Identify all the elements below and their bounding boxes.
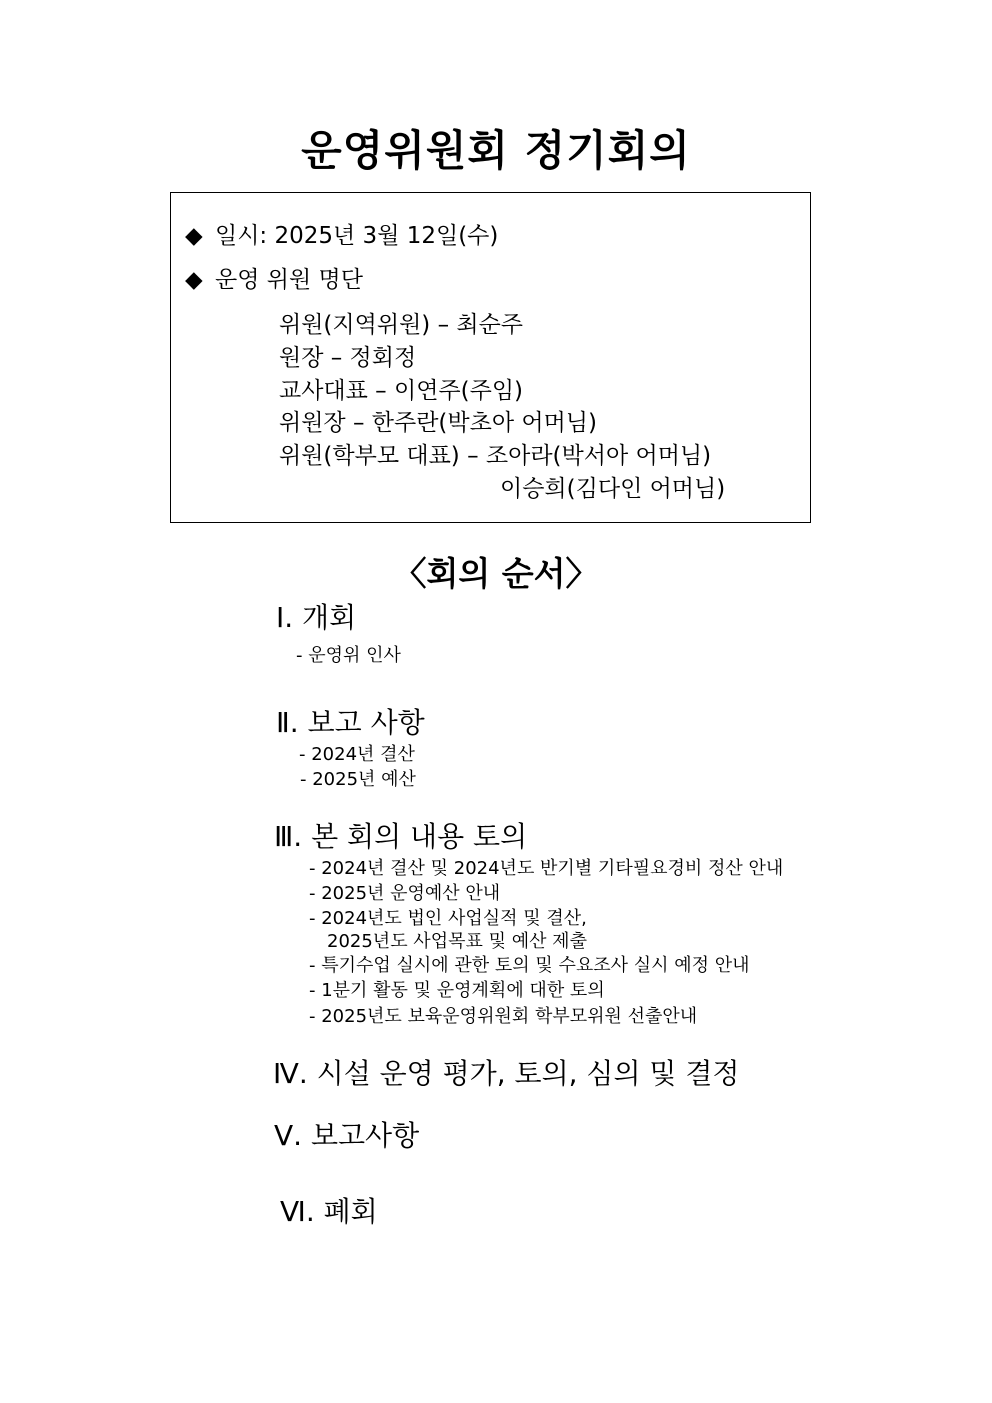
member-entry: 위원(학부모 대표) – 조아라(박서아 어머님) xyxy=(279,443,712,469)
agenda-item-title: Ⅱ. 보고 사항 xyxy=(276,706,425,739)
document-title: 운영위원회 정기회의 xyxy=(301,126,691,175)
date-line xyxy=(185,217,498,250)
agenda-sub-item: 2025년도 사업목표 및 예산 제출 xyxy=(327,931,587,952)
agenda-item-title: Ⅲ. 본 회의 내용 토의 xyxy=(274,820,528,853)
agenda-sub-item: - 1분기 활동 및 운영계획에 대한 토의 xyxy=(309,980,605,1001)
agenda-sub-item: - 2024년도 법인 사업실적 및 결산, xyxy=(309,908,587,929)
diamond-bullet-icon: ◆ xyxy=(185,223,203,249)
agenda-item-title: Ⅴ. 보고사항 xyxy=(274,1119,420,1152)
agenda-item-title: Ⅵ. 폐회 xyxy=(280,1195,378,1228)
diamond-bullet-icon: ◆ xyxy=(185,267,203,293)
agenda-sub-item: - 2025년도 보육운영위원회 학부모위원 선출안내 xyxy=(309,1006,698,1027)
agenda-sub-item: - 2025년 운영예산 안내 xyxy=(309,883,501,904)
meeting-info-box xyxy=(170,192,811,523)
agenda-heading: 〈회의 순서〉 xyxy=(393,554,599,593)
agenda-sub-item: - 2024년 결산 xyxy=(299,744,415,765)
members-label: 운영 위원 명단 xyxy=(215,267,363,293)
member-entry: 교사대표 – 이연주(주임) xyxy=(279,378,524,404)
agenda-sub-item: - 운영위 인사 xyxy=(296,645,401,666)
member-entry: 위원(지역위원) – 최순주 xyxy=(279,312,524,338)
agenda-sub-item: - 2024년 결산 및 2024년도 반기별 기타필요경비 정산 안내 xyxy=(309,858,784,879)
member-entry: 이승희(김다인 어머님) xyxy=(500,476,726,502)
member-entry: 위원장 – 한주란(박초아 어머님) xyxy=(279,410,597,436)
agenda-item-title: Ⅳ. 시설 운영 평가, 토의, 심의 및 결정 xyxy=(273,1057,740,1090)
agenda-item-title: Ⅰ. 개회 xyxy=(276,601,357,634)
member-entry: 원장 – 정회정 xyxy=(279,345,417,371)
members-label-line xyxy=(185,261,363,294)
agenda-sub-item: - 2025년 예산 xyxy=(300,769,416,790)
agenda-sub-item: - 특기수업 실시에 관한 토의 및 수요조사 실시 예정 안내 xyxy=(309,955,750,976)
meeting-date: 일시: 2025년 3월 12일(수) xyxy=(215,223,499,249)
